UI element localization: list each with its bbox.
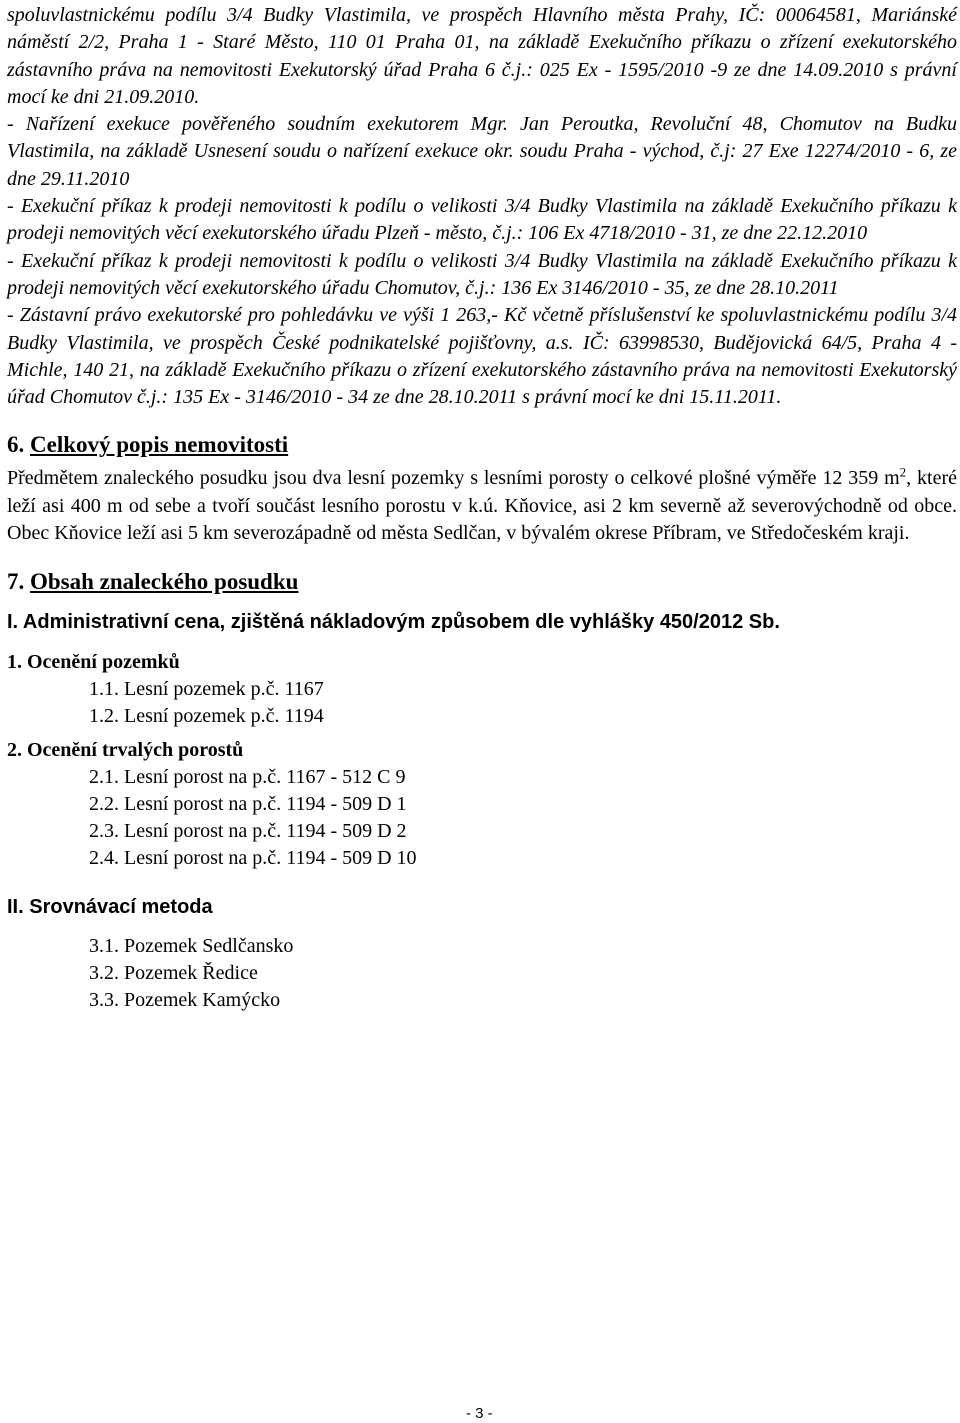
group-2-heading: 2. Ocenění trvalých porostů — [7, 739, 244, 762]
list-item: 3.2. Pozemek Ředice — [89, 962, 258, 985]
section-6-body-end: , které leží asi 400 m od sebe a tvoří součást lesního porostu v k.ú. Kňovice, asi 2 km severně až severovýchodně od obce. Obec Kňovice leží asi 5 km severozápadně od města Sedlčan, v bývalém okrese Příbram, ve Středočeském kraji. — [7, 467, 957, 545]
list-item: 2.1. Lesní porost na p.č. 1167 - 512 C 9 — [89, 766, 406, 789]
section-6-number: 6. — [7, 432, 25, 458]
lien-insurance: - Zástavní právo exekutorské pro pohledávku ve výši 1 263,- Kč včetně příslušenství ke spoluvlastnickému podílu 3/4 Budky Vlastimila, ve prospěch České podnikatelské pojišťovny, a.s. IČ: 63998530, Budějovická 64/5, Praha 4 - Michle, 140 21, na základě Exekučního příkazu o zřízení exekutorského zástavního práva na nemovitosti Exekutorský úřad Chomutov č.j.: 135 Ex - 3146/2010 - 34 ze dne 28.10.2011 s právní mocí ke dni 15.11.2011. — [7, 304, 957, 409]
section-6-body-start: Předmětem znaleckého posudku jsou dva lesní pozemky s lesními porosty o celkové plošné výměře 12 359 m — [7, 467, 900, 490]
section-7-title: Obsah znaleckého posudku — [30, 569, 299, 595]
execution-order-chomutov: - Exekuční příkaz k prodeji nemovitosti k podílu o velikosti 3/4 Budky Vlastimila na základě Exekučního příkazu k prodeji nemovitých věcí exekutorského úřadu Chomutov, č.j.: 136 Ex 3146/2010 - 35, ze dne 28.10.2011 — [7, 249, 957, 299]
area-exponent: 2 — [899, 464, 907, 480]
list-item: 3.1. Pozemek Sedlčansko — [89, 935, 294, 958]
document-page — [7, 2, 957, 1014]
list-item: 3.3. Pozemek Kamýcko — [89, 989, 281, 1012]
lien-prague: spoluvlastnickému podílu 3/4 Budky Vlastimila, ve prospěch Hlavního města Prahy, IČ: 00064581, Mariánské náměstí 2/2, Praha 1 - Staré Město, 110 01 Praha 01, na základě Exekučního příkazu o zřízení exekutorského zástavního práva na nemovitosti Exekutorský úřad Praha 6 č.j.: 025 Ex - 1595/2010 -9 ze dne 14.09.2010 s právní mocí ke dni 21.09.2010. — [7, 4, 957, 108]
section-7-number: 7. — [7, 569, 25, 595]
list-item: 2.4. Lesní porost na p.č. 1194 - 509 D 10 — [89, 847, 417, 870]
section-6-title: Celkový popis nemovitosti — [30, 432, 289, 458]
page-number: - 3 - — [466, 1405, 493, 1422]
section-6-heading — [7, 430, 957, 460]
part-1-heading: I. Administrativní cena, zjištěná nákladovým způsobem dle vyhlášky 450/2012 Sb. — [7, 611, 780, 634]
list-item: 1.1. Lesní pozemek p.č. 1167 — [89, 678, 324, 701]
list-item: 2.3. Lesní porost na p.č. 1194 - 509 D 2 — [89, 820, 407, 843]
section-7-heading — [7, 567, 957, 597]
list-item: 1.2. Lesní pozemek p.č. 1194 — [89, 705, 324, 728]
execution-order-peroutka: - Nařízení exekuce pověřeného soudním exekutorem Mgr. Jan Peroutka, Revoluční 48, Chomutov na Budku Vlastimila, na základě Usnesení soudu o nařízení exekuce okr. soudu Praha - východ, č.j: 27 Exe 12274/2010 - 6, ze dne 29.11.2010 — [7, 113, 957, 190]
section-6-body — [7, 465, 957, 547]
execution-order-plzen: - Exekuční příkaz k prodeji nemovitosti k podílu o velikosti 3/4 Budky Vlastimila na základě Exekučního příkazu k prodeji nemovitých věcí exekutorského úřadu Plzeň - město, č.j.: 106 Ex 4718/2010 - 31, ze dne 22.12.2010 — [7, 195, 957, 245]
group-1-heading: 1. Ocenění pozemků — [7, 651, 180, 674]
part-2-heading: II. Srovnávací metoda — [7, 896, 213, 919]
list-item: 2.2. Lesní porost na p.č. 1194 - 509 D 1 — [89, 793, 407, 816]
